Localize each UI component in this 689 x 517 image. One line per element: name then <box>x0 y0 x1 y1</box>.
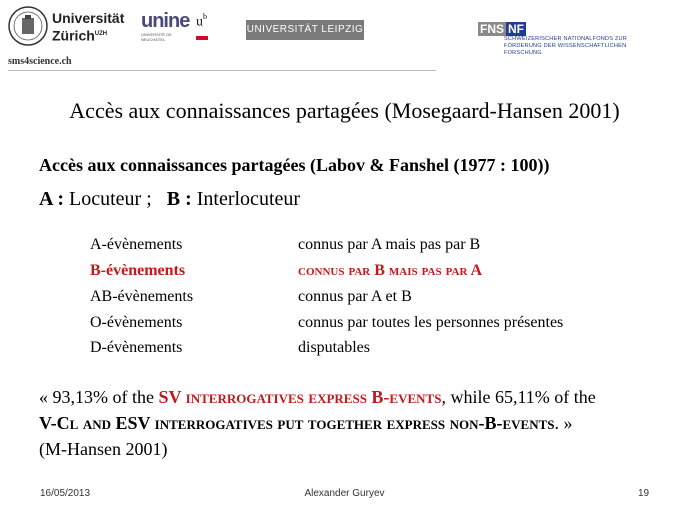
event-desc: disputables <box>298 339 370 356</box>
uzh-logo <box>8 6 136 50</box>
slide-subtitle: Accès aux connaissances partagées (Labov & Fanshel (1977 : 100)) <box>39 155 550 175</box>
event-name: AB-évènements <box>90 288 194 305</box>
quote-sv-phrase: SV interrogatives express B-events <box>158 387 442 407</box>
footer-page-number: 19 <box>638 488 650 499</box>
unine-subtitle: UNIVERSITÉ DE NEUCHÂTEL <box>141 32 172 42</box>
footer-author: Alexander Guryev <box>304 488 385 499</box>
event-desc: connus par A mais pas par B <box>298 236 481 253</box>
uzh-name-line1: Universität <box>52 10 125 26</box>
event-name: A-évènements <box>90 236 183 253</box>
role-a-key: A : <box>39 188 64 210</box>
footer-date: 16/05/2013 <box>40 488 91 499</box>
event-desc: connus par toutes les personnes présentes <box>298 314 564 331</box>
header-divider <box>8 70 436 71</box>
event-name: O-évènements <box>90 314 183 331</box>
quote-part3: . » (M-Hansen 2001) <box>39 413 573 459</box>
quote-block <box>39 384 599 462</box>
role-a-value: Locuteur ; <box>64 188 152 210</box>
quote-part1: « 93,13% of the <box>39 387 159 407</box>
event-desc: connus par A et B <box>298 288 412 305</box>
quote-vcl-phrase: V-Cl and ESV interrogatives put together express non-B-events <box>39 413 555 433</box>
unine-wordmark: unine <box>141 10 190 32</box>
event-name-highlight: B-évènements <box>90 262 186 279</box>
role-b-key: B : <box>166 188 192 210</box>
role-b-value: Interlocuteur <box>191 188 301 210</box>
fns-line2: FÖRDERUNG DER WISSENSCHAFTLICHEN FORSCHUNG <box>504 43 627 56</box>
unine-logo <box>141 10 189 50</box>
fns-badge: FNS NF <box>480 22 524 36</box>
ub-bar <box>196 36 208 40</box>
ub-mark: u <box>196 14 203 30</box>
leipzig-logo: UNIVERSITÄT LEIPZIG <box>246 20 364 40</box>
ub-logo: $u^b$ <box>196 12 236 46</box>
fns-line1: SCHWEIZERISCHER NATIONALFONDS ZUR <box>504 36 628 42</box>
event-name: D-évènements <box>90 339 183 356</box>
uzh-seal-icon <box>8 6 48 46</box>
quote-part2: , while 65,11% of the <box>441 387 596 407</box>
slide-title: Accès aux connaissances partagées (Mosegaard-Hansen 2001) <box>69 98 620 123</box>
fns-logo <box>478 20 658 56</box>
sms-site: sms4science.ch <box>8 56 72 67</box>
event-desc-highlight: connus par B mais pas par A <box>298 262 483 279</box>
uzh-name-line2: Zürich <box>52 27 95 44</box>
roles-line <box>39 188 300 211</box>
uzh-superscript: UZH <box>94 31 108 37</box>
